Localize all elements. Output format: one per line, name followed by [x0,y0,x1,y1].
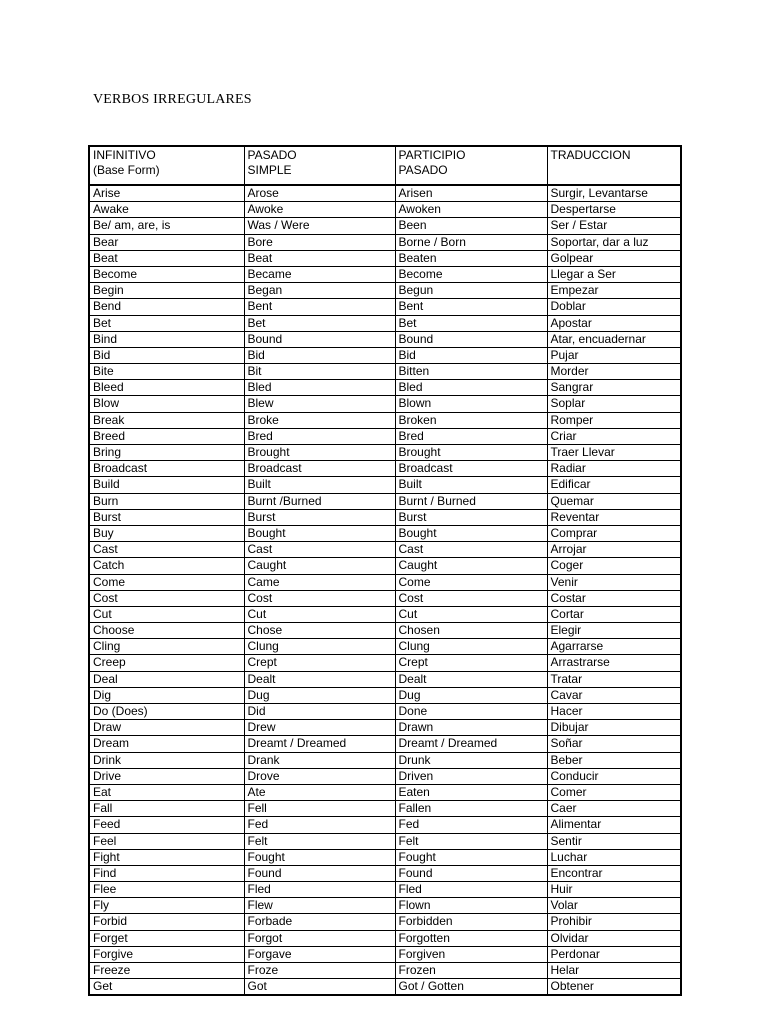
cell-translation: Atar, encuadernar [547,331,681,347]
cell-past-simple: Fled [244,882,395,898]
cell-past-participle: Driven [395,768,547,784]
table-body [89,185,681,995]
cell-infinitive: Break [89,412,244,428]
cell-translation: Elegir [547,623,681,639]
table-row [89,558,681,574]
cell-past-simple: Got [244,979,395,996]
cell-infinitive: Catch [89,558,244,574]
header-pasado-simple [244,146,395,185]
cell-past-participle: Caught [395,558,547,574]
table-row [89,833,681,849]
cell-past-simple: Drove [244,768,395,784]
cell-infinitive: Get [89,979,244,996]
table-row [89,396,681,412]
cell-infinitive: Freeze [89,963,244,979]
cell-past-simple: Ate [244,784,395,800]
cell-past-participle: Bent [395,299,547,315]
cell-past-simple: Did [244,704,395,720]
cell-past-participle: Eaten [395,784,547,800]
cell-translation: Ser / Estar [547,218,681,234]
cell-translation: Perdonar [547,946,681,962]
cell-past-simple: Bled [244,380,395,396]
table-row [89,704,681,720]
header-line: TRADUCCION [550,148,631,162]
cell-past-simple: Fell [244,801,395,817]
cell-infinitive: Buy [89,525,244,541]
cell-past-simple: Built [244,477,395,493]
cell-past-simple: Was / Were [244,218,395,234]
cell-translation: Radiar [547,461,681,477]
cell-past-simple: Bit [244,364,395,380]
cell-translation: Edificar [547,477,681,493]
table-row [89,266,681,282]
cell-past-participle: Dug [395,687,547,703]
cell-past-simple: Drew [244,720,395,736]
cell-translation: Quemar [547,493,681,509]
cell-past-simple: Fed [244,817,395,833]
cell-past-participle: Dealt [395,671,547,687]
cell-past-simple: Arose [244,185,395,202]
cell-past-participle: Broadcast [395,461,547,477]
cell-past-participle: Broken [395,412,547,428]
table-row [89,218,681,234]
cell-infinitive: Forbid [89,914,244,930]
cell-infinitive: Do (Does) [89,704,244,720]
cell-past-participle: Beaten [395,250,547,266]
table-row [89,671,681,687]
cell-translation: Huir [547,882,681,898]
cell-past-participle: Got / Gotten [395,979,547,996]
cell-infinitive: Eat [89,784,244,800]
cell-translation: Cortar [547,606,681,622]
cell-past-simple: Began [244,283,395,299]
cell-past-simple: Caught [244,558,395,574]
cell-infinitive: Beat [89,250,244,266]
cell-infinitive: Forgive [89,946,244,962]
table-row [89,509,681,525]
table-row [89,461,681,477]
cell-infinitive: Blow [89,396,244,412]
cell-translation: Conducir [547,768,681,784]
cell-past-participle: Burnt / Burned [395,493,547,509]
cell-past-participle: Cut [395,606,547,622]
cell-past-participle: Dreamt / Dreamed [395,736,547,752]
cell-past-participle: Been [395,218,547,234]
cell-translation: Sangrar [547,380,681,396]
cell-infinitive: Build [89,477,244,493]
cell-past-simple: Beat [244,250,395,266]
header-line: PASADO [398,163,448,177]
cell-past-participle: Awoken [395,202,547,218]
cell-past-simple: Dreamt / Dreamed [244,736,395,752]
cell-translation: Venir [547,574,681,590]
cell-translation: Alimentar [547,817,681,833]
cell-translation: Pujar [547,347,681,363]
cell-past-participle: Begun [395,283,547,299]
cell-past-participle: Borne / Born [395,234,547,250]
cell-past-simple: Crept [244,655,395,671]
cell-infinitive: Forget [89,930,244,946]
table-row [89,687,681,703]
cell-infinitive: Deal [89,671,244,687]
header-line: INFINITIVO [93,148,156,162]
table-row [89,185,681,202]
cell-past-participle: Drunk [395,752,547,768]
table-row [89,979,681,996]
table-row [89,315,681,331]
cell-infinitive: Draw [89,720,244,736]
cell-past-participle: Cost [395,590,547,606]
cell-infinitive: Begin [89,283,244,299]
cell-translation: Caer [547,801,681,817]
table-row [89,493,681,509]
cell-translation: Morder [547,364,681,380]
table-row [89,930,681,946]
cell-infinitive: Burst [89,509,244,525]
cell-past-simple: Became [244,266,395,282]
cell-past-participle: Brought [395,445,547,461]
cell-past-simple: Cut [244,606,395,622]
cell-past-participle: Done [395,704,547,720]
table-row [89,364,681,380]
cell-translation: Sentir [547,833,681,849]
cell-infinitive: Broadcast [89,461,244,477]
cell-translation: Soplar [547,396,681,412]
cell-translation: Doblar [547,299,681,315]
cell-past-simple: Awoke [244,202,395,218]
cell-past-simple: Forgave [244,946,395,962]
table-row [89,720,681,736]
cell-infinitive: Fight [89,849,244,865]
cell-past-simple: Cast [244,542,395,558]
table-row [89,347,681,363]
cell-infinitive: Bend [89,299,244,315]
cell-past-simple: Clung [244,639,395,655]
cell-infinitive: Feed [89,817,244,833]
cell-infinitive: Breed [89,428,244,444]
cell-translation: Olvidar [547,930,681,946]
cell-infinitive: Drive [89,768,244,784]
table-row [89,250,681,266]
cell-translation: Tratar [547,671,681,687]
cell-past-participle: Fed [395,817,547,833]
cell-infinitive: Burn [89,493,244,509]
header-participio-pasado [395,146,547,185]
cell-past-participle: Bid [395,347,547,363]
cell-past-simple: Bid [244,347,395,363]
cell-translation: Soportar, dar a luz [547,234,681,250]
cell-translation: Coger [547,558,681,574]
cell-past-participle: Bet [395,315,547,331]
cell-infinitive: Bind [89,331,244,347]
table-row [89,768,681,784]
irregular-verbs-table [88,145,682,996]
cell-past-simple: Bet [244,315,395,331]
cell-past-simple: Fought [244,849,395,865]
cell-infinitive: Awake [89,202,244,218]
cell-infinitive: Bet [89,315,244,331]
cell-infinitive: Drink [89,752,244,768]
table-row [89,525,681,541]
cell-past-participle: Forbidden [395,914,547,930]
cell-translation: Llegar a Ser [547,266,681,282]
table-row [89,412,681,428]
cell-translation: Surgir, Levantarse [547,185,681,202]
table-row [89,299,681,315]
cell-past-participle: Crept [395,655,547,671]
cell-infinitive: Fall [89,801,244,817]
table-row [89,202,681,218]
cell-past-simple: Bore [244,234,395,250]
cell-past-participle: Bound [395,331,547,347]
table-row [89,590,681,606]
cell-past-simple: Came [244,574,395,590]
header-traduccion [547,146,681,185]
cell-past-simple: Burst [244,509,395,525]
header-infinitivo [89,146,244,185]
cell-translation: Comprar [547,525,681,541]
cell-infinitive: Choose [89,623,244,639]
cell-translation: Empezar [547,283,681,299]
cell-translation: Obtener [547,979,681,996]
cell-past-simple: Cost [244,590,395,606]
cell-infinitive: Cost [89,590,244,606]
cell-past-simple: Drank [244,752,395,768]
cell-past-participle: Bred [395,428,547,444]
cell-past-simple: Found [244,865,395,881]
cell-infinitive: Bite [89,364,244,380]
header-line: (Base Form) [93,163,160,177]
table-row [89,606,681,622]
cell-infinitive: Cast [89,542,244,558]
cell-infinitive: Creep [89,655,244,671]
cell-past-participle: Chosen [395,623,547,639]
table-row [89,898,681,914]
cell-past-participle: Frozen [395,963,547,979]
table-row [89,736,681,752]
cell-translation: Despertarse [547,202,681,218]
cell-infinitive: Bleed [89,380,244,396]
table-row [89,963,681,979]
cell-infinitive: Flee [89,882,244,898]
cell-infinitive: Bear [89,234,244,250]
cell-past-simple: Felt [244,833,395,849]
table-row [89,752,681,768]
cell-past-simple: Bent [244,299,395,315]
cell-translation: Cavar [547,687,681,703]
cell-infinitive: Find [89,865,244,881]
cell-past-participle: Fallen [395,801,547,817]
cell-past-simple: Dug [244,687,395,703]
cell-infinitive: Be/ am, are, is [89,218,244,234]
table-row [89,331,681,347]
cell-past-participle: Come [395,574,547,590]
cell-past-participle: Felt [395,833,547,849]
header-line: PASADO [247,148,297,162]
cell-past-simple: Blew [244,396,395,412]
cell-translation: Agarrarse [547,639,681,655]
cell-past-simple: Bred [244,428,395,444]
header-line: PARTICIPIO [398,148,466,162]
cell-translation: Soñar [547,736,681,752]
cell-infinitive: Dig [89,687,244,703]
page-title: VERBOS IRREGULARES [93,92,252,107]
cell-translation: Volar [547,898,681,914]
cell-past-participle: Burst [395,509,547,525]
cell-infinitive: Bring [89,445,244,461]
cell-infinitive: Come [89,574,244,590]
cell-translation: Reventar [547,509,681,525]
cell-past-participle: Bled [395,380,547,396]
cell-infinitive: Dream [89,736,244,752]
cell-past-simple: Burnt /Burned [244,493,395,509]
cell-infinitive: Arise [89,185,244,202]
table-row [89,801,681,817]
cell-past-simple: Broke [244,412,395,428]
table-row [89,784,681,800]
cell-translation: Dibujar [547,720,681,736]
cell-infinitive: Fly [89,898,244,914]
table-row [89,234,681,250]
table-row [89,542,681,558]
cell-translation: Prohibir [547,914,681,930]
table-row [89,477,681,493]
cell-past-simple: Bound [244,331,395,347]
cell-past-participle: Cast [395,542,547,558]
cell-past-participle: Fought [395,849,547,865]
cell-translation: Helar [547,963,681,979]
cell-infinitive: Feel [89,833,244,849]
cell-translation: Costar [547,590,681,606]
table-row [89,865,681,881]
table-row [89,655,681,671]
table-row [89,380,681,396]
cell-past-simple: Forbade [244,914,395,930]
cell-past-participle: Bitten [395,364,547,380]
table-row [89,946,681,962]
table-header-row [89,146,681,185]
cell-translation: Arrastrarse [547,655,681,671]
cell-past-simple: Froze [244,963,395,979]
cell-past-participle: Built [395,477,547,493]
cell-translation: Hacer [547,704,681,720]
cell-past-participle: Flown [395,898,547,914]
cell-past-participle: Blown [395,396,547,412]
cell-past-participle: Found [395,865,547,881]
cell-past-simple: Chose [244,623,395,639]
cell-translation: Luchar [547,849,681,865]
cell-translation: Golpear [547,250,681,266]
cell-past-simple: Flew [244,898,395,914]
table-row [89,639,681,655]
cell-past-participle: Drawn [395,720,547,736]
cell-translation: Traer Llevar [547,445,681,461]
header-line: SIMPLE [247,163,292,177]
cell-past-participle: Fled [395,882,547,898]
cell-past-participle: Become [395,266,547,282]
cell-infinitive: Become [89,266,244,282]
cell-infinitive: Bid [89,347,244,363]
cell-infinitive: Cut [89,606,244,622]
cell-translation: Comer [547,784,681,800]
cell-past-simple: Bought [244,525,395,541]
cell-translation: Beber [547,752,681,768]
cell-past-simple: Brought [244,445,395,461]
table-row [89,574,681,590]
table-row [89,283,681,299]
cell-past-participle: Arisen [395,185,547,202]
table-row [89,445,681,461]
cell-translation: Arrojar [547,542,681,558]
cell-past-simple: Dealt [244,671,395,687]
cell-past-participle: Bought [395,525,547,541]
cell-past-participle: Forgiven [395,946,547,962]
cell-past-participle: Clung [395,639,547,655]
table-row [89,428,681,444]
table-row [89,882,681,898]
table-row [89,849,681,865]
cell-translation: Romper [547,412,681,428]
cell-translation: Apostar [547,315,681,331]
table-row [89,623,681,639]
cell-infinitive: Cling [89,639,244,655]
cell-past-participle: Forgotten [395,930,547,946]
table-row [89,817,681,833]
cell-past-simple: Forgot [244,930,395,946]
cell-translation: Criar [547,428,681,444]
cell-translation: Encontrar [547,865,681,881]
table-row [89,914,681,930]
cell-past-simple: Broadcast [244,461,395,477]
